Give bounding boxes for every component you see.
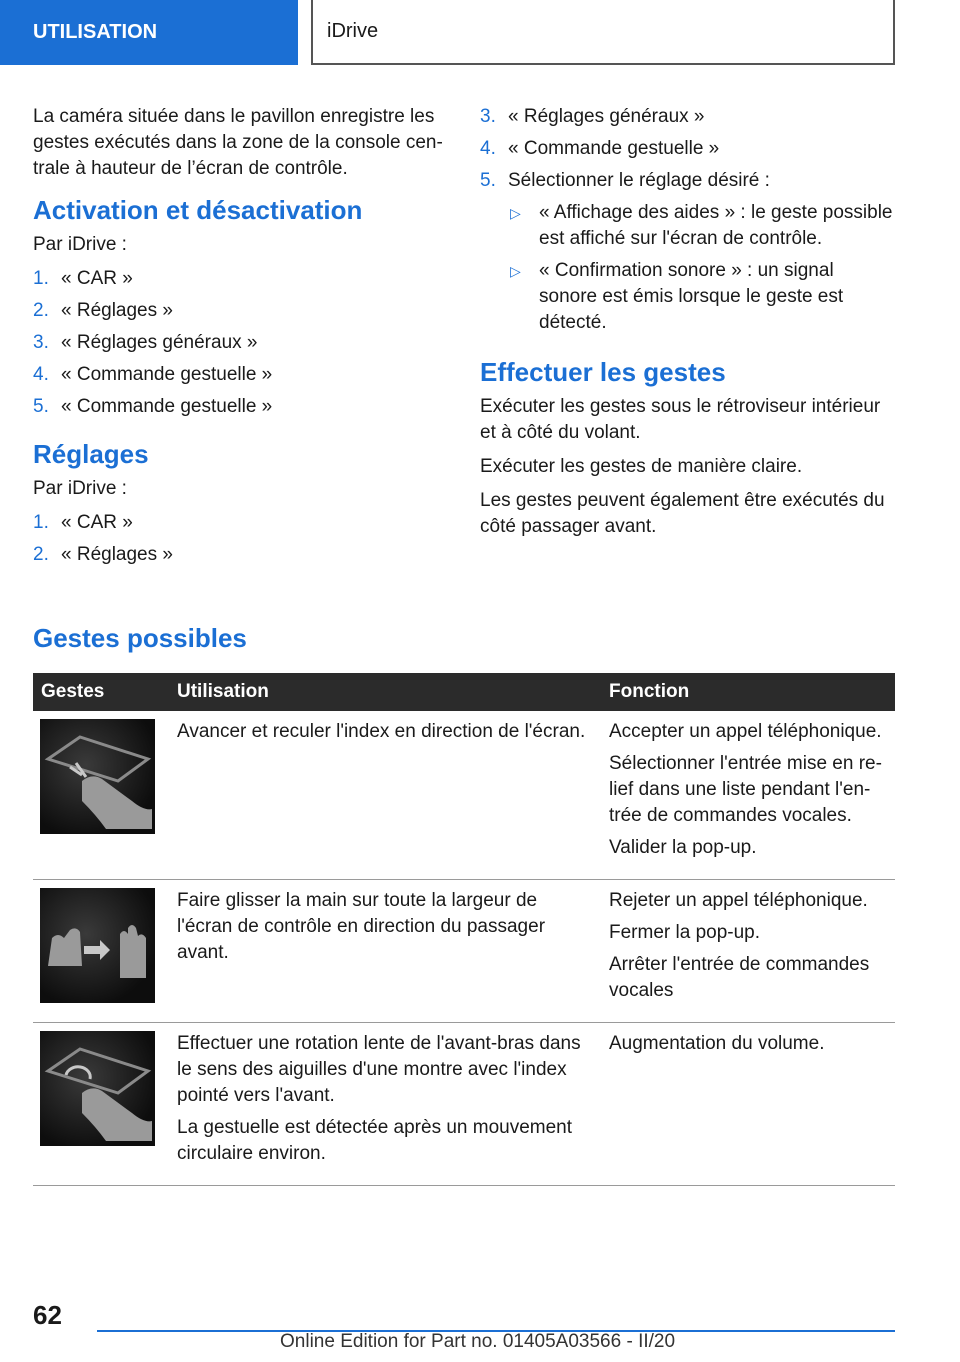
- gesture-cell: [33, 711, 169, 880]
- function-text: Valider la pop-up.: [609, 837, 757, 858]
- step-text: « Commande gestuelle »: [508, 138, 720, 159]
- effectuer-paragraph: Exécuter les gestes sous le rétroviseur intérieur et à côté du volant.: [480, 396, 881, 443]
- usage-text: La gestuelle est détectée après un mouvement circulaire environ.: [177, 1117, 573, 1164]
- function-cell: [601, 711, 895, 880]
- step-text: Sélectionner le réglage désiré :: [508, 170, 770, 191]
- activation-lead: Par iDrive :: [33, 234, 127, 255]
- usage-text: Avancer et reculer l'index en direction de l'écran.: [177, 721, 586, 742]
- step-text: « Réglages »: [61, 300, 173, 321]
- gesture-cell: [33, 1023, 169, 1186]
- step-text: « CAR »: [61, 268, 133, 289]
- function-text: Accepter un appel téléphonique.: [609, 721, 882, 742]
- function-cell: [601, 1023, 895, 1186]
- step-number: 5.: [480, 170, 496, 191]
- right-column: [480, 104, 895, 548]
- function-text: Arrêter l'entrée de commandes vocales: [609, 954, 870, 1001]
- triangle-bullet-icon: ▷: [510, 263, 521, 279]
- chapter-title: iDrive: [327, 20, 379, 42]
- step-text: « CAR »: [61, 512, 133, 533]
- chapter-header: [311, 0, 895, 65]
- step-text: « Commande gestuelle »: [61, 364, 273, 385]
- step-number: 2.: [33, 300, 49, 321]
- gesture-cell: [33, 880, 169, 1023]
- step-number: 4.: [480, 138, 496, 159]
- step-number: 2.: [33, 544, 49, 565]
- function-text: Rejeter un appel téléphonique.: [609, 890, 868, 911]
- reglages-lead: Par iDrive :: [33, 478, 127, 499]
- list-item: [33, 542, 443, 568]
- edition-note: Online Edition for Part no. 01405A03566 - II/20: [280, 1331, 676, 1352]
- column-header: Utilisation: [169, 673, 601, 711]
- hand-swipe-icon: [40, 888, 155, 1003]
- settings-options: [508, 200, 895, 336]
- column-header: Fonction: [601, 673, 895, 711]
- table-header-row: [33, 673, 895, 711]
- function-text: Augmentation du volume.: [609, 1033, 825, 1054]
- list-item: [33, 330, 443, 356]
- page-number: 62: [33, 1300, 62, 1330]
- step-text: « Commande gestuelle »: [61, 396, 273, 417]
- list-item: [480, 104, 895, 130]
- reglages-steps: [33, 510, 443, 568]
- section-tab-label: UTILISATION: [33, 21, 158, 43]
- list-item: [508, 200, 895, 252]
- finger-circle-clockwise-icon: [40, 1031, 155, 1146]
- step-number: 1.: [33, 512, 49, 533]
- heading-effectuer: Effectuer les gestes: [480, 357, 726, 387]
- list-item: [33, 266, 443, 292]
- step-number: 1.: [33, 268, 49, 289]
- function-text: Fermer la pop-up.: [609, 922, 761, 943]
- step-number: 5.: [33, 396, 49, 417]
- list-item: [480, 136, 895, 162]
- finger-point-forward-back-icon: [40, 719, 155, 834]
- step-number: 3.: [33, 332, 49, 353]
- step-number: 4.: [33, 364, 49, 385]
- step-text: « Réglages généraux »: [61, 332, 258, 353]
- usage-cell: [169, 1023, 601, 1186]
- table-row: [33, 711, 895, 880]
- usage-cell: [169, 711, 601, 880]
- effectuer-paragraph: Exécuter les gestes de manière claire.: [480, 456, 803, 477]
- table-row: [33, 1023, 895, 1186]
- effectuer-paragraph: Les gestes peuvent également être exécutés du côté passager avant.: [480, 490, 885, 537]
- usage-cell: [169, 880, 601, 1023]
- usage-text: Faire glisser la main sur toute la largeur de l'écran de contrôle en direction du passager avant.: [177, 890, 546, 963]
- heading-activation: Activation et désactivation: [33, 195, 363, 225]
- column-header: Gestes: [33, 673, 169, 711]
- reglages-steps-continued: [480, 104, 895, 194]
- triangle-bullet-icon: ▷: [510, 205, 521, 221]
- list-item: [33, 510, 443, 536]
- intro-paragraph: La caméra située dans le pavillon enregistre les gestes exécutés dans la zone de la console cen-trale à hauteur de l’écran de contrôle.: [33, 106, 443, 179]
- option-text: « Affichage des aides » : le geste possible est affiché sur l'écran de contrôle.: [539, 202, 893, 249]
- function-text: Sélectionner l'entrée mise en re-lief dans une liste pendant l'en-trée de commandes vocales.: [609, 753, 882, 826]
- gestures-table: [33, 673, 895, 1186]
- list-item: [33, 362, 443, 388]
- left-column: [33, 104, 443, 586]
- list-item: [33, 394, 443, 420]
- option-text: « Confirmation sonore » : un signal sonore est émis lorsque le geste est détecté.: [539, 260, 844, 333]
- step-text: « Réglages généraux »: [508, 106, 705, 127]
- function-cell: [601, 880, 895, 1023]
- list-item: [508, 258, 895, 336]
- section-tab: [0, 0, 298, 65]
- table-row: [33, 880, 895, 1023]
- activation-steps: [33, 266, 443, 420]
- step-text: « Réglages »: [61, 544, 173, 565]
- list-item: [33, 298, 443, 324]
- usage-text: Effectuer une rotation lente de l'avant-bras dans le sens des aiguilles d'une montre avec l'index pointé vers l'avant.: [177, 1033, 581, 1106]
- heading-gestes-possibles: Gestes possibles: [33, 623, 247, 653]
- heading-reglages: Réglages: [33, 439, 149, 469]
- list-item: [480, 168, 895, 194]
- step-number: 3.: [480, 106, 496, 127]
